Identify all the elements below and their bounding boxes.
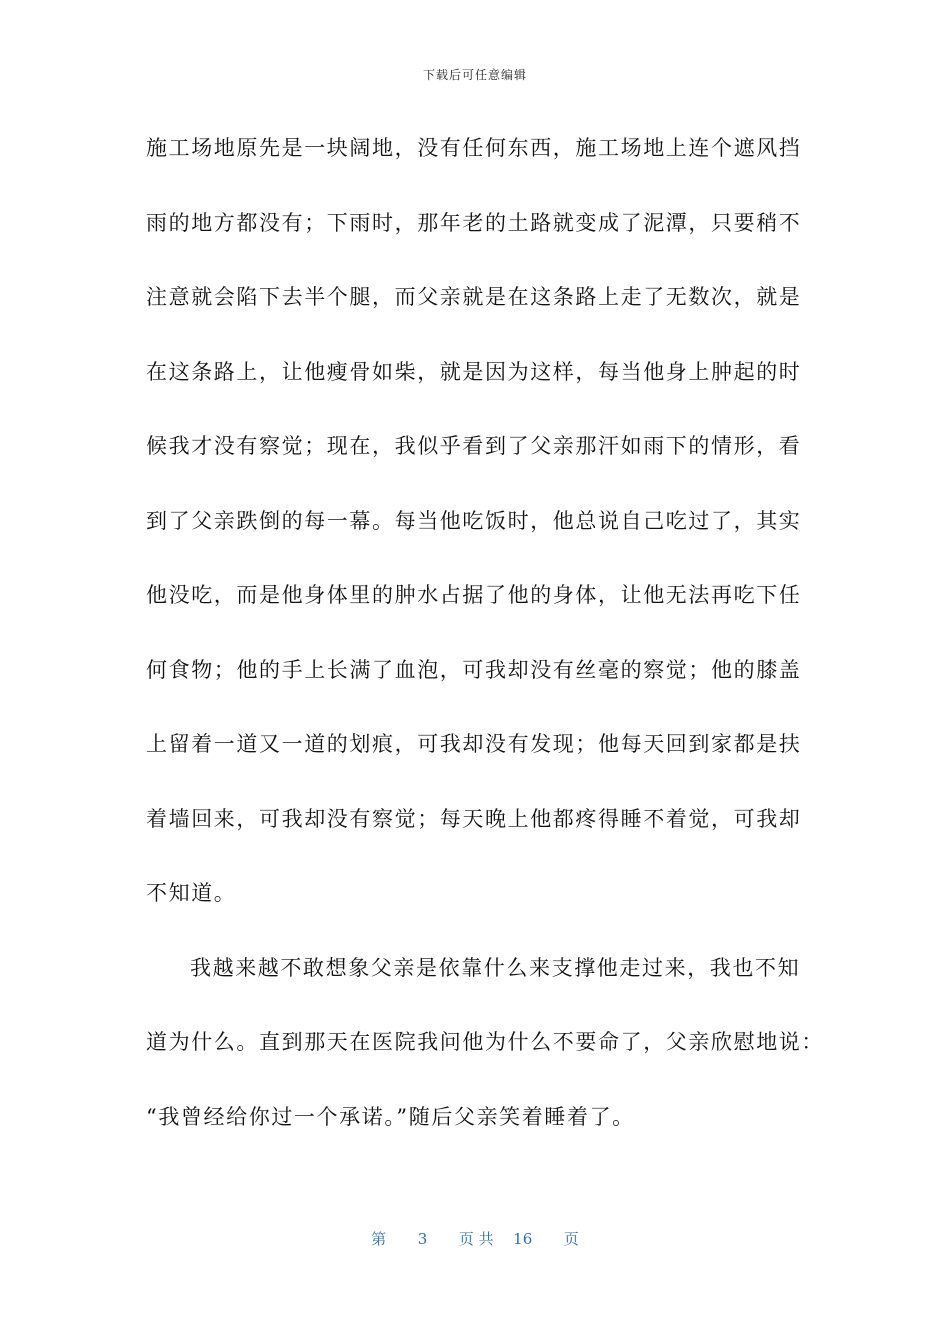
footer-prefix: 第 xyxy=(371,1230,387,1248)
total-pages: 16 xyxy=(513,1230,533,1248)
footer-suffix: 页 xyxy=(563,1230,579,1248)
text-line: 上留着一道又一道的划痕，可我却没有发现；他每天回到家都是扶 xyxy=(146,732,802,756)
text-line: 到了父亲跌倒的每一幕。每当他吃饭时，他总说自己吃过了，其实 xyxy=(146,508,802,533)
text-line: 道为什么。直到那天在医院我问他为什么不要命了，父亲欣慰地说： xyxy=(146,1030,824,1054)
text-line: 不知道。 xyxy=(146,881,237,905)
text-line: 注意就会陷下去半个腿，而父亲就是在这条路上走了无数次，就是 xyxy=(146,285,802,309)
document-body xyxy=(146,124,824,1167)
text-line: 施工场地原先是一块阔地，没有任何东西，施工场地上连个遮风挡 xyxy=(146,136,802,160)
text-line: 候我才没有察觉；现在，我似乎看到了父亲那汗如雨下的情形，看 xyxy=(146,434,802,458)
text-line-indented: 我越来越不敢想象父亲是依靠什么来支撑他走过来，我也不知 xyxy=(190,955,801,980)
text-line: “我曾经给你过一个承诺。”随后父亲笑着睡着了。 xyxy=(146,1104,635,1129)
page-footer xyxy=(0,1228,950,1249)
text-line: 在这条路上，让他瘦骨如柴，就是因为这样，每当他身上肿起的时 xyxy=(146,359,802,384)
footer-middle: 页 共 xyxy=(458,1230,494,1248)
text-line: 他没吃，而是他身体里的肿水占据了他的身体，让他无法再吃下任 xyxy=(146,583,802,607)
text-line: 何食物；他的手上长满了血泡，可我却没有丝毫的察觉；他的膝盖 xyxy=(146,657,802,682)
text-line: 着墙回来，可我却没有察觉；每天晚上他都疼得睡不着觉，可我却 xyxy=(146,806,802,831)
page-number: 3 xyxy=(417,1230,428,1248)
text-line: 雨的地方都没有；下雨时，那年老的土路就变成了泥潭，只要稍不 xyxy=(146,210,802,235)
page-header: 下载后可任意编辑 xyxy=(422,68,527,82)
